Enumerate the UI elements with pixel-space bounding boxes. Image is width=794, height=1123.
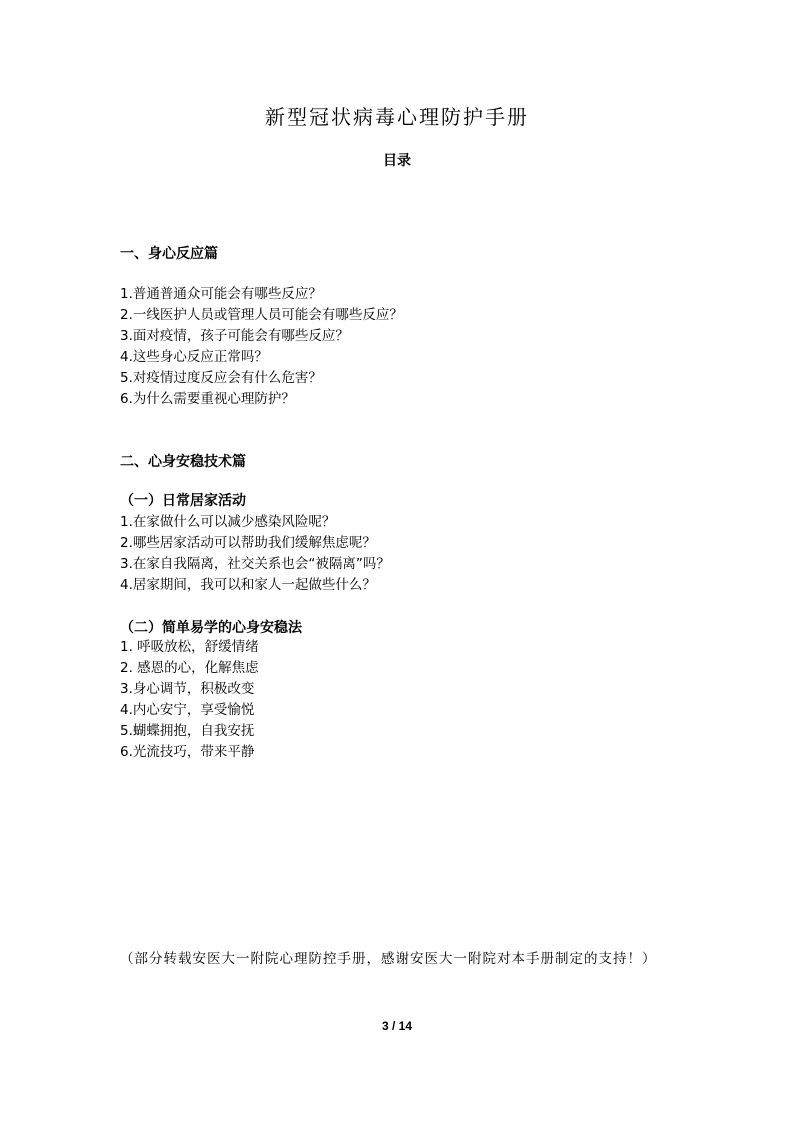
- list-item: 3.在家自我隔离，社交关系也会“被隔离”吗？: [120, 556, 390, 572]
- list-item: 4.这些身心反应正常吗？: [120, 349, 268, 365]
- subsection-heading-home-activities: （一）日常居家活动: [120, 493, 246, 509]
- list-item: 2. 感恩的心，化解焦虑: [120, 660, 259, 676]
- list-item: 6.为什么需要重视心理防护？: [120, 391, 295, 407]
- list-item: 3.面对疫情，孩子可能会有哪些反应？: [120, 328, 349, 344]
- document-title: 新型冠状病毒心理防护手册: [265, 105, 529, 129]
- page-number: 3 / 14: [381, 1019, 413, 1033]
- subsection1-item-list: [120, 512, 390, 596]
- section-heading-stabilization-techniques: 二、心身安稳技术篇: [120, 454, 246, 470]
- list-item: 5.蝴蝶拥抱，自我安抚: [120, 723, 255, 739]
- subsection-heading-stabilization-methods: （二）简单易学的心身安稳法: [120, 620, 302, 636]
- list-item: 2.一线医护人员或管理人员可能会有哪些反应？: [120, 307, 403, 323]
- toc-heading: 目录: [383, 153, 411, 169]
- list-item: 1.普通普通众可能会有哪些反应？: [120, 286, 322, 302]
- list-item: 4.居家期间，我可以和家人一起做些什么？: [120, 577, 376, 593]
- section-heading-body-mind-reactions: 一、身心反应篇: [120, 246, 218, 262]
- list-item: 6.光流技巧，带来平静: [120, 744, 255, 760]
- subsection2-item-list: [120, 637, 259, 763]
- list-item: 5.对疫情过度反应会有什么危害？: [120, 370, 322, 386]
- credit-note: （部分转载安医大一附院心理防控手册，感谢安医大一附院对本手册制定的支持！）: [120, 951, 657, 967]
- list-item: 4.内心安宁，享受愉悦: [120, 702, 255, 718]
- section1-item-list: [120, 284, 403, 410]
- list-item: 2.哪些居家活动可以帮助我们缓解焦虑呢？: [120, 535, 376, 551]
- list-item: 1.在家做什么可以减少感染风险呢？: [120, 514, 336, 530]
- list-item: 1. 呼吸放松，舒缓情绪: [120, 639, 259, 655]
- list-item: 3.身心调节，积极改变: [120, 681, 255, 697]
